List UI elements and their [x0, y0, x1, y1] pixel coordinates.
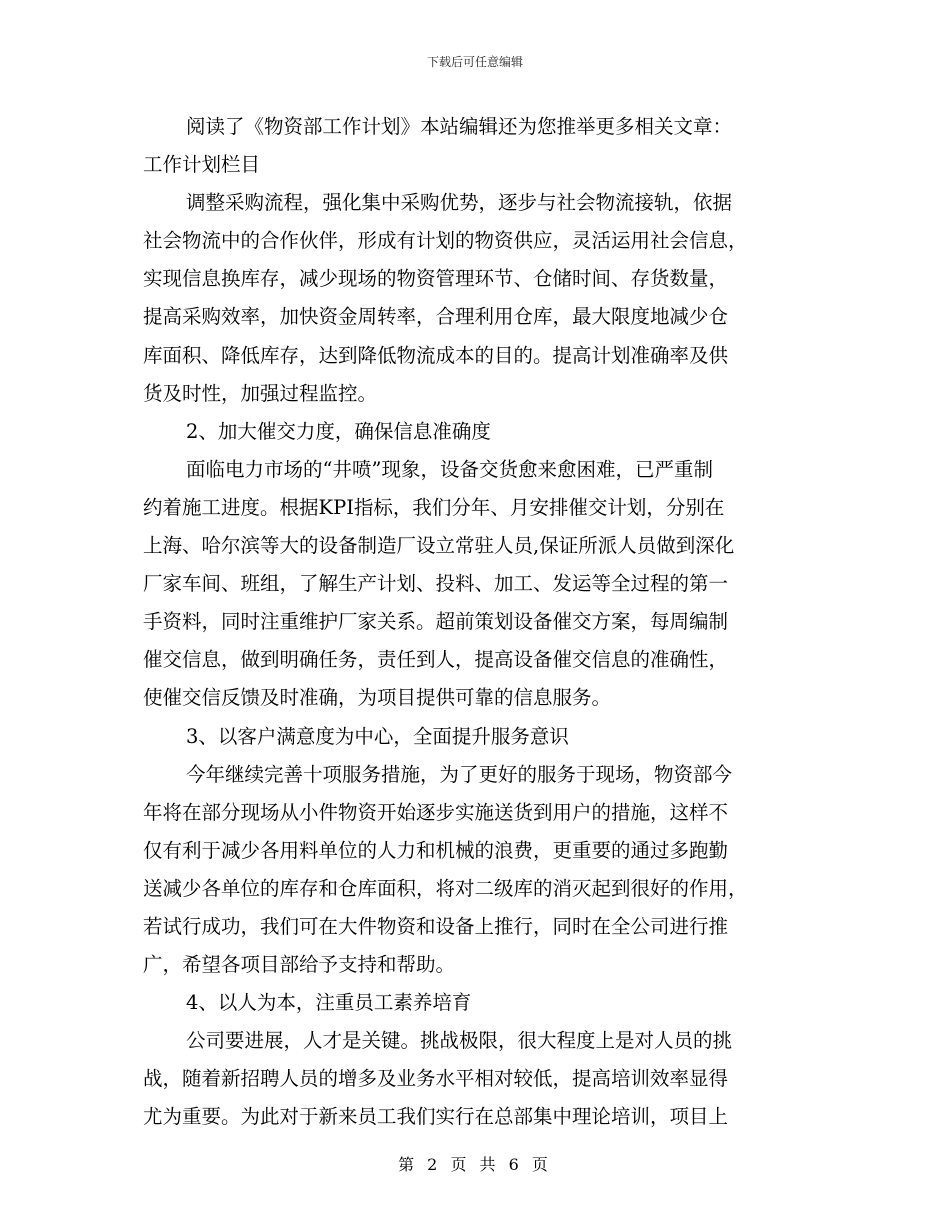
text-line: 货及时性，加强过程监控。: [143, 381, 378, 405]
text-line: 催交信息，做到明确任务，责任到人，提高设备催交信息的准确性，: [143, 648, 729, 672]
document-body: [143, 108, 803, 1137]
text-line: 送减少各单位的库存和仓库面积，将对二级库的消灭起到很好的作用，: [143, 876, 748, 900]
text-line: 手资料，同时注重维护厂家关系。超前策划设备催交方案，每周编制: [143, 610, 729, 634]
text-line: 提高采购效率，加快资金周转率，合理利用仓库，最大限度地减少仓: [143, 305, 729, 329]
text-line: 调整采购流程，强化集中采购优势，逐步与社会物流接轨，依据: [186, 191, 733, 215]
text-line: 今年继续完善十项服务措施，为了更好的服务于现场，物资部今: [186, 762, 733, 786]
text-line: 阅读了《物资部工作计划》本站编辑还为您推举更多相关文章：: [186, 115, 733, 138]
text-line: 使催交信反馈及时准确，为项目提供可靠的信息服务。: [143, 686, 612, 710]
page-header: 下载后可任意编辑: [426, 55, 523, 69]
text-line: 约着施工进度。根据KPI指标，我们分年、月安排催交计划，分别在: [143, 495, 725, 519]
text-line: 上海、哈尔滨等大的设备制造厂设立常驻人员,保证所派人员做到深化: [143, 534, 735, 558]
text-line: 4、以人为本，注重员工素养培育: [186, 991, 472, 1015]
text-line: 面临电力市场的“井喷”现象，设备交货愈来愈困难，已严重制: [186, 457, 713, 481]
text-line: 年将在部分现场从小件物资开始逐步实施送货到用户的措施，这样不: [143, 800, 729, 824]
text-line: 广，希望各项目部给予支持和帮助。: [143, 953, 456, 977]
text-line: 厂家车间、班组，了解生产计划、投料、加工、发运等全过程的第一: [143, 572, 729, 596]
text-line: 工作计划栏目: [143, 153, 261, 177]
text-line: 3、以客户满意度为中心，全面提升服务意识: [186, 724, 569, 748]
text-line: 社会物流中的合作伙伴，形成有计划的物资供应，灵活运用社会信息，: [143, 229, 748, 253]
text-line: 若试行成功，我们可在大件物资和设备上推行，同时在全公司进行推: [143, 914, 729, 938]
page-footer: 第 2 页 共 6 页: [398, 1155, 552, 1174]
text-line: 尤为重要。为此对于新来员工我们实行在总部集中理论培训，项目上: [143, 1105, 729, 1129]
text-line: 公司要进展，人才是关键。挑战极限，很大程度上是对人员的挑: [186, 1029, 733, 1053]
text-line: 仅有利于减少各用料单位的人力和机械的浪费，更重要的通过多跑勤: [143, 838, 729, 862]
text-line: 实现信息换库存，减少现场的物资管理环节、仓储时间、存货数量，: [143, 267, 729, 291]
text-line: 战，随着新招聘人员的增多及业务水平相对较低，提高培训效率显得: [143, 1067, 729, 1091]
text-line: 库面积、降低库存，达到降低物流成本的目的。提高计划准确率及供: [143, 343, 729, 367]
text-line: 2、加大催交力度，确保信息准确度: [186, 419, 491, 443]
